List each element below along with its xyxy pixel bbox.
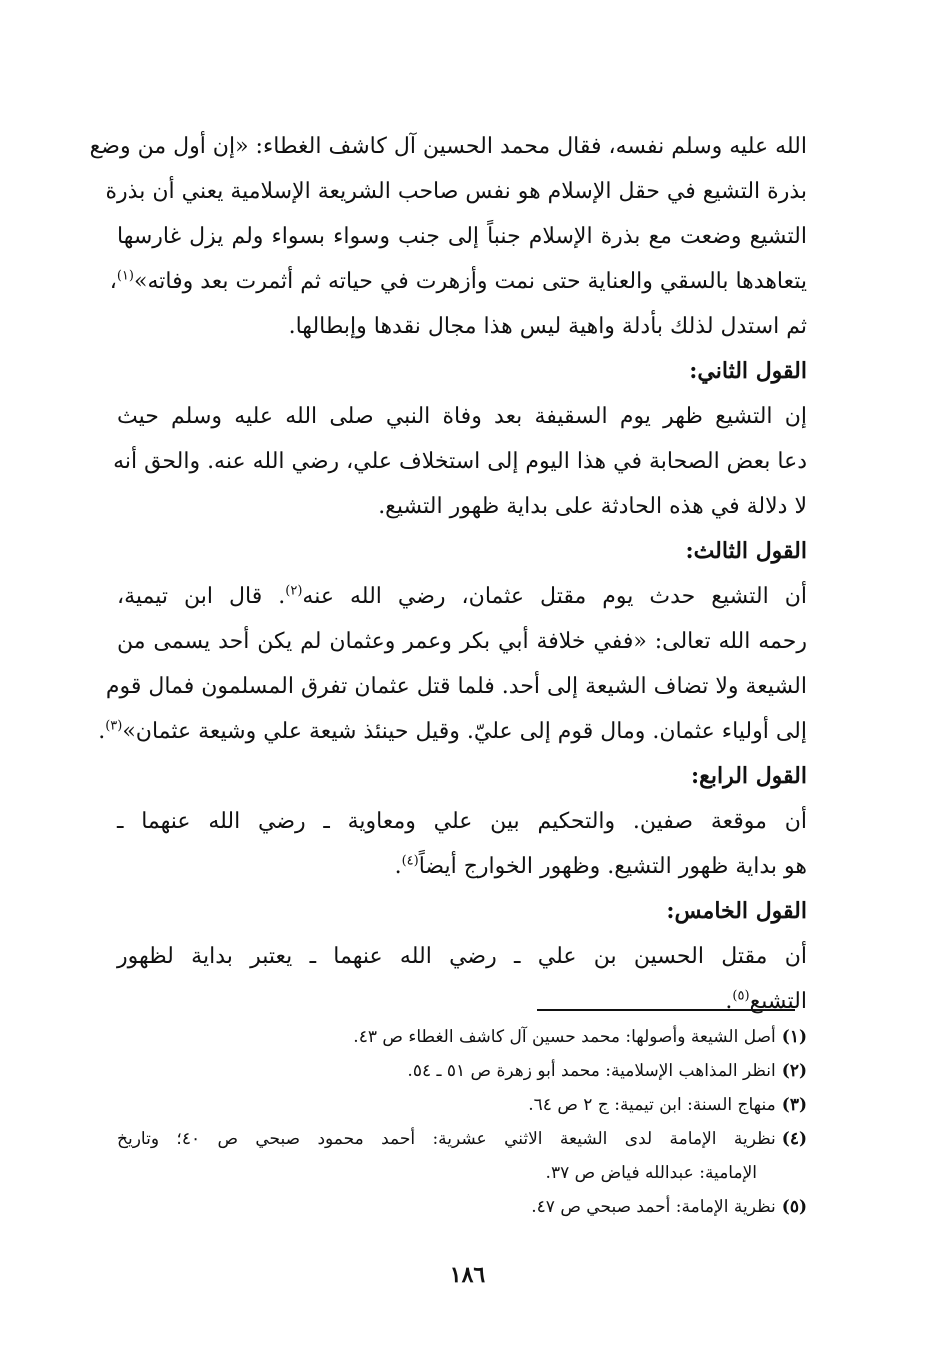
main-text xyxy=(89,124,807,1024)
text-line: أن مقتل الحسين بن علي ـ رضي الله عنهما ـ يعتبر بداية لظهور xyxy=(117,944,807,969)
text-line: ثم استدل لذلك بأدلة واهية ليس هذا مجال نقدها وإبطالها. xyxy=(288,314,807,339)
text-line: أن التشيع حدث يوم مقتل عثمان، رضي الله عنه$^{(٢)}$. قال ابن تيمية، xyxy=(117,583,807,609)
text-line: الله عليه وسلم نفسه، فقال محمد الحسين آل كاشف الغطاء: «إن أول من وضع xyxy=(89,134,807,159)
text-line: التشيع$^{(٥)}$. xyxy=(725,988,807,1014)
text-line: أن موقعة صفين. والتحكيم بين علي ومعاوية ـ رضي الله عنهما ـ xyxy=(117,809,807,834)
footnote-continuation: الإمامية: عبدالله فياض ص ٣٧. xyxy=(545,1163,757,1183)
text-line: دعا بعض الصحابة في هذا اليوم إلى استخلاف علي، رضي الله عنه. والحق أنه xyxy=(113,449,807,474)
footnote: (٣)منهاج السنة: ابن تيمية: ج ٢ ص ٦٤. xyxy=(528,1095,807,1115)
text-line: إلى أولياء عثمان. ومال قوم إلى عليّ. وقيل حينئذ شيعة علي وشيعة عثمان»$^{(٣)}$. xyxy=(98,718,807,744)
footnote: (٤)نظرية الإمامة لدى الشيعة الاثني عشرية: أحمد محمود صبحي ص ٤٠؛ وتاريخ xyxy=(117,1129,807,1149)
page-number: ١٨٦ xyxy=(449,1262,486,1288)
section-heading: القول الثالث: xyxy=(685,538,807,564)
text-line: الشيعة ولا تضاف الشيعة إلى أحد. فلما قتل عثمان تفرق المسلمون فمال قوم xyxy=(105,674,807,699)
text-line: بذرة التشيع في حقل الإسلام هو نفس صاحب الشريعة الإسلامية يعني أن بذرة xyxy=(105,179,807,204)
footnote-separator xyxy=(537,1009,795,1011)
footnote-ref: (٣) xyxy=(105,718,123,734)
section-heading: القول الثاني: xyxy=(689,358,807,384)
text-line: هو بداية ظهور التشيع. وظهور الخوارج أيضاً$^{(٤)}$. xyxy=(394,853,807,879)
footnote: (١)أصل الشيعة وأصولها: محمد حسين آل كاشف الغطاء ص ٤٣. xyxy=(353,1027,807,1047)
text-line: يتعاهدها بالسقي والعناية حتى نمت وأزهرت في حياته ثم أثمرت بعد وفاته»$^{(١)}$، xyxy=(109,268,807,294)
footnote-ref: (١) xyxy=(116,268,134,284)
text-line: رحمه الله تعالى: «ففي خلافة أبي بكر وعمر وعثمان لم يكن أحد يسمى من xyxy=(117,629,807,654)
footnotes xyxy=(117,1020,807,1224)
footnote-ref: (٥) xyxy=(732,988,750,1004)
section-heading: القول الرابع: xyxy=(691,763,807,789)
text-line: لا دلالة في هذه الحادثة على بداية ظهور التشيع. xyxy=(378,494,807,519)
text-line: إن التشيع ظهر يوم السقيفة بعد وفاة النبي صلى الله عليه وسلم حيث xyxy=(117,404,807,429)
footnote: (٥)نظرية الإمامة: أحمد صبحي ص ٤٧. xyxy=(531,1197,807,1217)
text-line: التشيع وضعت مع بذرة الإسلام جنباً إلى جنب وسواء بسواء ولم يزل غارسها xyxy=(117,224,807,249)
section-heading: القول الخامس: xyxy=(666,898,807,924)
footnote-ref: (٤) xyxy=(401,853,419,869)
footnote-ref: (٢) xyxy=(285,583,303,599)
footnote: (٢)انظر المذاهب الإسلامية: محمد أبو زهرة ص ٥١ ـ ٥٤. xyxy=(407,1061,807,1081)
